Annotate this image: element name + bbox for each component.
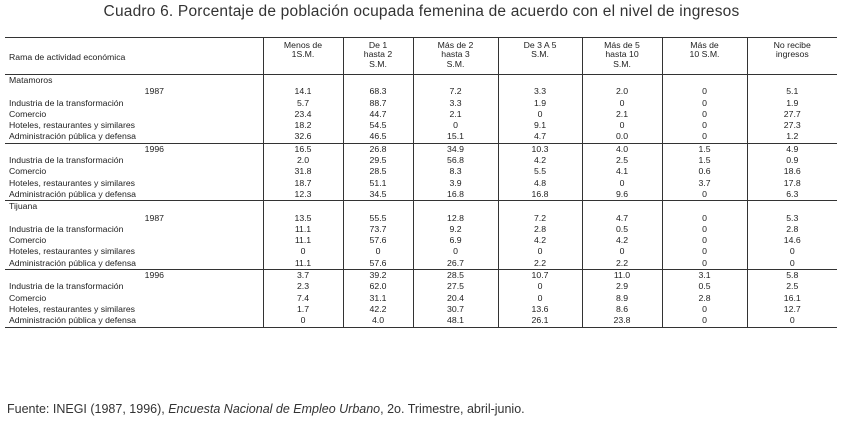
value-cell: 48.1 [413,315,498,327]
value-cell: 68.3 [343,86,413,97]
value-cell: 57.6 [343,258,413,270]
value-cell: 2.8 [747,224,837,235]
value-cell: 6.9 [413,235,498,246]
value-cell: 0 [747,246,837,257]
table-row [5,155,837,166]
value-cell: 31.1 [343,293,413,304]
empty-cell [662,201,747,213]
value-cell: 0 [662,246,747,257]
value-cell: 4.8 [498,178,582,189]
value-cell: 0 [263,246,343,257]
value-cell: 42.2 [343,304,413,315]
value-cell: 2.1 [413,109,498,120]
value-cell: 0 [263,315,343,327]
value-cell: 1.9 [747,98,837,109]
value-cell: 0 [582,246,662,257]
value-cell: 17.8 [747,178,837,189]
value-cell: 0.9 [747,155,837,166]
value-cell: 16.8 [498,189,582,201]
value-cell: 29.5 [343,155,413,166]
value-cell: 0 [498,281,582,292]
header-row [5,38,837,75]
value-cell: 57.6 [343,235,413,246]
value-cell: 16.5 [263,143,343,155]
value-cell: 51.1 [343,178,413,189]
value-cell: 18.2 [263,120,343,131]
row-label: Hoteles, restaurantes y similares [9,177,136,188]
empty-cell [747,201,837,213]
value-cell: 0 [662,98,747,109]
row-label: Industria de la transformación [9,97,124,108]
value-cell: 5.3 [747,213,837,224]
value-cell: 2.0 [582,86,662,97]
value-cell: 4.0 [582,143,662,155]
value-cell: 16.8 [413,189,498,201]
value-cell: 2.8 [498,224,582,235]
column-header: De 1 hasta 2 S.M. [343,38,413,75]
value-cell: 0 [662,120,747,131]
value-cell: 12.7 [747,304,837,315]
table-row [5,304,837,315]
empty-cell [498,201,582,213]
value-cell: 0 [662,304,747,315]
table-row [5,270,837,282]
empty-cell [498,75,582,87]
empty-cell [343,75,413,87]
table-row [5,315,837,327]
value-cell: 34.9 [413,143,498,155]
value-cell: 62.0 [343,281,413,292]
value-cell: 2.2 [498,258,582,270]
value-cell: 46.5 [343,131,413,143]
value-cell: 2.8 [662,293,747,304]
value-cell: 3.1 [662,270,747,282]
value-cell: 8.6 [582,304,662,315]
value-cell: 32.6 [263,131,343,143]
value-cell: 1.9 [498,98,582,109]
value-cell: 2.5 [747,281,837,292]
source-survey: Encuesta Nacional de Empleo Urbano [168,402,381,416]
empty-cell [263,75,343,87]
empty-cell [662,75,747,87]
table-title: Cuadro 6. Porcentaje de población ocupada femenina de acuerdo con el nivel de ingresos [103,3,740,20]
value-cell: 2.9 [582,281,662,292]
value-cell: 0 [747,315,837,327]
value-cell: 5.1 [747,86,837,97]
value-cell: 26.1 [498,315,582,327]
value-cell: 11.0 [582,270,662,282]
value-cell: 10.3 [498,143,582,155]
value-cell: 0.6 [662,166,747,177]
row-label: Administración pública y defensa [9,315,137,326]
value-cell: 3.3 [413,98,498,109]
empty-cell [413,75,498,87]
income-table [5,37,837,328]
table-row [5,178,837,189]
table-row [5,189,837,201]
row-label: Comercio [9,235,47,246]
value-cell: 4.9 [747,143,837,155]
value-cell: 2.0 [263,155,343,166]
source-suffix: , 2o. Trimestre, abril-junio. [380,402,525,416]
value-cell: 1.7 [263,304,343,315]
value-cell: 14.6 [747,235,837,246]
value-cell: 0.0 [582,131,662,143]
empty-cell [343,201,413,213]
column-header: Más de 5 hasta 10 S.M. [582,38,662,75]
table-row [5,98,837,109]
value-cell: 2.2 [582,258,662,270]
value-cell: 27.3 [747,120,837,131]
year-text: 1996 [144,270,164,281]
value-cell: 1.2 [747,131,837,143]
source-note [7,402,525,416]
column-header: Menos de 1S.M. [263,38,343,75]
year-label [5,143,263,155]
row-label: Administración pública y defensa [9,257,137,268]
value-cell: 13.6 [498,304,582,315]
value-cell: 4.1 [582,166,662,177]
year-text: 1996 [144,143,164,154]
value-cell: 27.5 [413,281,498,292]
value-cell: 2.5 [582,155,662,166]
value-cell: 88.7 [343,98,413,109]
empty-cell [582,75,662,87]
value-cell: 28.5 [343,166,413,177]
table-row [5,293,837,304]
table-body [5,75,837,328]
region-label: Matamoros [9,75,53,85]
value-cell: 0 [662,224,747,235]
table-row [5,143,837,155]
row-label: Hoteles, restaurantes y similares [9,120,136,131]
value-cell: 0 [662,235,747,246]
value-cell: 3.3 [498,86,582,97]
value-cell: 0 [498,293,582,304]
value-cell: 23.8 [582,315,662,327]
value-cell: 9.6 [582,189,662,201]
value-cell: 55.5 [343,213,413,224]
value-cell: 2.1 [582,109,662,120]
row-label: Industria de la transformación [9,223,124,234]
value-cell: 11.1 [263,235,343,246]
table-row [5,246,837,257]
row-header: Rama de actividad económica [9,51,126,62]
value-cell: 4.7 [498,131,582,143]
value-cell: 0 [662,258,747,270]
value-cell: 4.2 [498,235,582,246]
value-cell: 11.1 [263,224,343,235]
value-cell: 7.4 [263,293,343,304]
value-cell: 12.8 [413,213,498,224]
empty-cell [582,201,662,213]
table-row [5,166,837,177]
value-cell: 0 [662,315,747,327]
region-row [5,201,837,213]
value-cell: 1.5 [662,143,747,155]
value-cell: 9.1 [498,120,582,131]
value-cell: 26.8 [343,143,413,155]
empty-cell [263,201,343,213]
value-cell: 5.5 [498,166,582,177]
value-cell: 13.5 [263,213,343,224]
value-cell: 26.7 [413,258,498,270]
year-text: 1987 [144,86,164,97]
column-header: No recibe ingresos [747,38,837,75]
table-row [5,213,837,224]
value-cell: 18.6 [747,166,837,177]
value-cell: 0 [662,213,747,224]
value-cell: 5.7 [263,98,343,109]
table-row [5,86,837,97]
value-cell: 12.3 [263,189,343,201]
region-row [5,75,837,87]
value-cell: 73.7 [343,224,413,235]
column-header: Más de 2 hasta 3 S.M. [413,38,498,75]
table-row [5,109,837,120]
value-cell: 0 [662,131,747,143]
value-cell: 20.4 [413,293,498,304]
value-cell: 11.1 [263,258,343,270]
value-cell: 14.1 [263,86,343,97]
value-cell: 3.9 [413,178,498,189]
row-label: Industria de la transformación [9,155,124,166]
table-row [5,281,837,292]
value-cell: 7.2 [413,86,498,97]
column-header: De 3 A 5 S.M. [498,38,582,75]
table-row [5,120,837,131]
value-cell: 6.3 [747,189,837,201]
value-cell: 0 [413,246,498,257]
value-cell: 31.8 [263,166,343,177]
value-cell: 7.2 [498,213,582,224]
value-cell: 0 [582,178,662,189]
value-cell: 34.5 [343,189,413,201]
row-label: Hoteles, restaurantes y similares [9,303,136,314]
value-cell: 9.2 [413,224,498,235]
row-label: Administración pública y defensa [9,188,137,199]
value-cell: 4.2 [582,235,662,246]
value-cell: 0 [498,246,582,257]
column-header: Más de 10 S.M. [662,38,747,75]
value-cell: 8.9 [582,293,662,304]
value-cell: 4.2 [498,155,582,166]
value-cell: 30.7 [413,304,498,315]
value-cell: 0 [413,120,498,131]
value-cell: 4.0 [343,315,413,327]
table-row [5,258,837,270]
value-cell: 16.1 [747,293,837,304]
empty-cell [413,201,498,213]
value-cell: 23.4 [263,109,343,120]
value-cell: 2.3 [263,281,343,292]
table-row [5,131,837,143]
value-cell: 56.8 [413,155,498,166]
value-cell: 15.1 [413,131,498,143]
value-cell: 0 [582,120,662,131]
value-cell: 5.8 [747,270,837,282]
value-cell: 0 [582,98,662,109]
year-label [5,270,263,282]
value-cell: 0 [498,109,582,120]
value-cell: 4.7 [582,213,662,224]
region-label: Tijuana [9,201,38,212]
value-cell: 27.7 [747,109,837,120]
year-label [5,86,263,97]
year-label [5,213,263,224]
value-cell: 54.5 [343,120,413,131]
source-prefix: Fuente: INEGI (1987, 1996), [7,402,169,416]
value-cell: 0.5 [662,281,747,292]
value-cell: 3.7 [263,270,343,282]
year-text: 1987 [144,212,164,223]
value-cell: 18.7 [263,178,343,189]
value-cell: 44.7 [343,109,413,120]
row-label: Comercio [9,166,47,177]
value-cell: 0 [343,246,413,257]
value-cell: 1.5 [662,155,747,166]
value-cell: 8.3 [413,166,498,177]
row-label: Hoteles, restaurantes y similares [9,246,136,257]
value-cell: 10.7 [498,270,582,282]
row-label: Comercio [9,292,47,303]
value-cell: 39.2 [343,270,413,282]
value-cell: 3.7 [662,178,747,189]
row-label: Comercio [9,108,47,119]
value-cell: 0 [662,189,747,201]
table-row [5,224,837,235]
value-cell: 28.5 [413,270,498,282]
empty-cell [747,75,837,87]
value-cell: 0 [662,86,747,97]
row-label: Administración pública y defensa [9,131,137,142]
value-cell: 0 [747,258,837,270]
value-cell: 0.5 [582,224,662,235]
value-cell: 0 [662,109,747,120]
row-label: Industria de la transformación [9,281,124,292]
table-row [5,235,837,246]
